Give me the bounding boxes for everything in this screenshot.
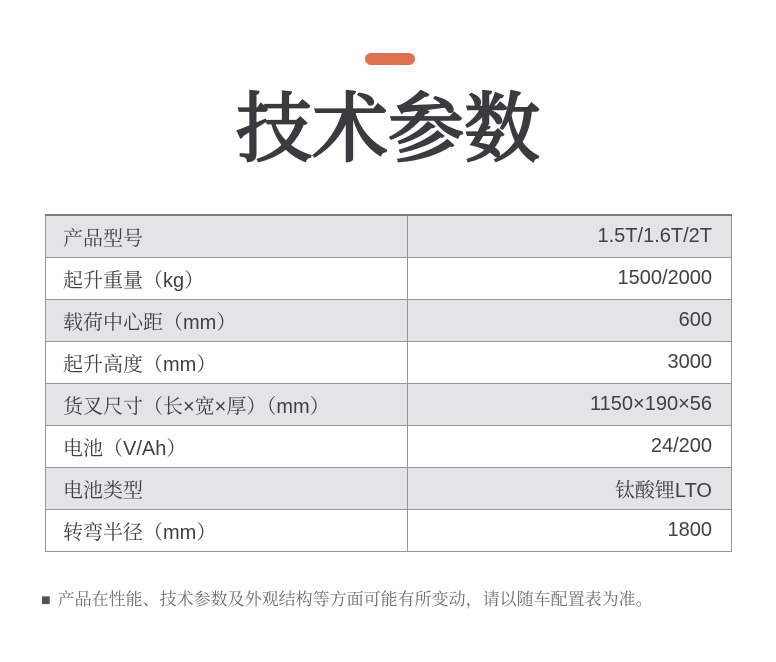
table-row [46,300,732,342]
table-row [46,258,732,300]
table-row [46,426,732,468]
spec-label: 产品型号 [46,215,408,258]
table-row [46,215,732,258]
spec-label: 起升重量（kg） [46,258,408,300]
spec-value: 1150×190×56 [408,384,732,426]
spec-value: 1800 [408,510,732,552]
spec-label: 电池（V/Ah） [46,426,408,468]
accent-dash [365,53,415,65]
table-row [46,510,732,552]
spec-value: 3000 [408,342,732,384]
spec-value: 24/200 [408,426,732,468]
footnote-text: 产品在性能、技术参数及外观结构等方面可能有所变动，请以随车配置表为准。 [57,590,653,609]
spec-value: 600 [408,300,732,342]
spec-value: 1.5T/1.6T/2T [408,215,732,258]
spec-value: 1500/2000 [408,258,732,300]
spec-label: 起升高度（mm） [46,342,408,384]
spec-label: 载荷中心距（mm） [46,300,408,342]
spec-label: 电池类型 [46,468,408,510]
table-row [46,468,732,510]
footnote [41,589,741,612]
table-row [46,384,732,426]
spec-table [45,214,732,552]
spec-label: 转弯半径（mm） [46,510,408,552]
table-row [46,342,732,384]
footnote-bullet-icon: ■ [41,592,51,609]
page-title: 技术参数 [236,87,540,172]
spec-value: 钛酸锂LTO [408,468,732,510]
spec-label: 货叉尺寸（长×宽×厚）（mm） [46,384,408,426]
